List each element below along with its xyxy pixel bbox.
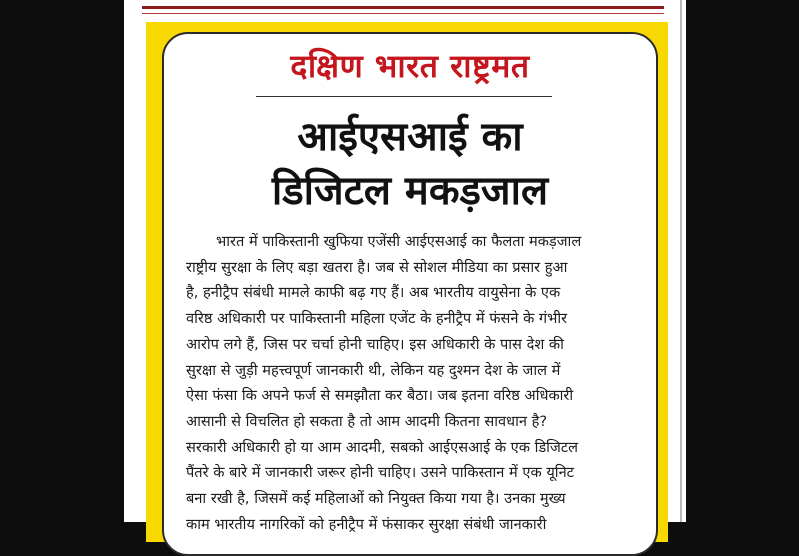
body-line: सरकारी अधिकारी हो या आम आदमी, सबको आईएसआई के एक डिजिटल <box>186 438 579 456</box>
body-line: है, हनीट्रैप संबंधी मामले काफी बढ़ गए हैं। अब भारतीय वायुसेना के एक <box>186 284 561 302</box>
body-line: भारत में पाकिस्तानी खुफिया एजेंसी आईएसआई का फैलता मकड़जाल <box>216 233 582 250</box>
body-line: पैंतरे के बारे में जानकारी जरूर होनी चाहिए। उसने पाकिस्तान में एक यूनिट <box>186 464 575 482</box>
newspaper-brand: दक्षिण भारत राष्ट्रमत <box>290 47 530 85</box>
top-rule-thin <box>142 13 664 14</box>
brand-divider <box>256 96 552 97</box>
page-edge <box>680 0 682 522</box>
body-line: आरोप लगे हैं, जिस पर चर्चा होनी चाहिए। इस अधिकारी के पास देश की <box>186 335 564 353</box>
headline-line-1: आईएसआई का <box>297 114 523 160</box>
body-line: ऐसा फंसा कि अपने फर्ज से समझौता कर बैठा। जब इतना वरिष्ठ अधिकारी <box>186 387 574 405</box>
headline-line-2: डिजिटल मकड़जाल <box>271 168 549 214</box>
body-line: आसानी से विचलित हो सकता है तो आम आदमी कितना सावधान है? <box>186 412 548 430</box>
newspaper-page <box>124 0 686 533</box>
body-line: काम भारतीय नागरिकों को हनीट्रैप में फंसाकर सुरक्षा संबंधी जानकारी <box>186 515 547 533</box>
article-card <box>162 32 658 556</box>
article-body <box>186 229 634 537</box>
body-line: वरिष्ठ अधिकारी पर पाकिस्तानी महिला एजेंट के हनीट्रैप में फंसने के गंभीर <box>186 310 568 328</box>
body-line: बना रखी है, जिसमें कई महिलाओं को नियुक्त किया गया है। उनका मुख्य <box>186 490 566 508</box>
top-rule <box>142 6 664 9</box>
body-line: सुरक्षा से जुड़ी महत्त्वपूर्ण जानकारी थी, लेकिन यह दुश्मन देश के जाल में <box>186 361 561 379</box>
body-line: राष्ट्रीय सुरक्षा के लिए बड़ा खतरा है। जब से सोशल मीडिया का प्रसार हुआ <box>186 258 568 276</box>
